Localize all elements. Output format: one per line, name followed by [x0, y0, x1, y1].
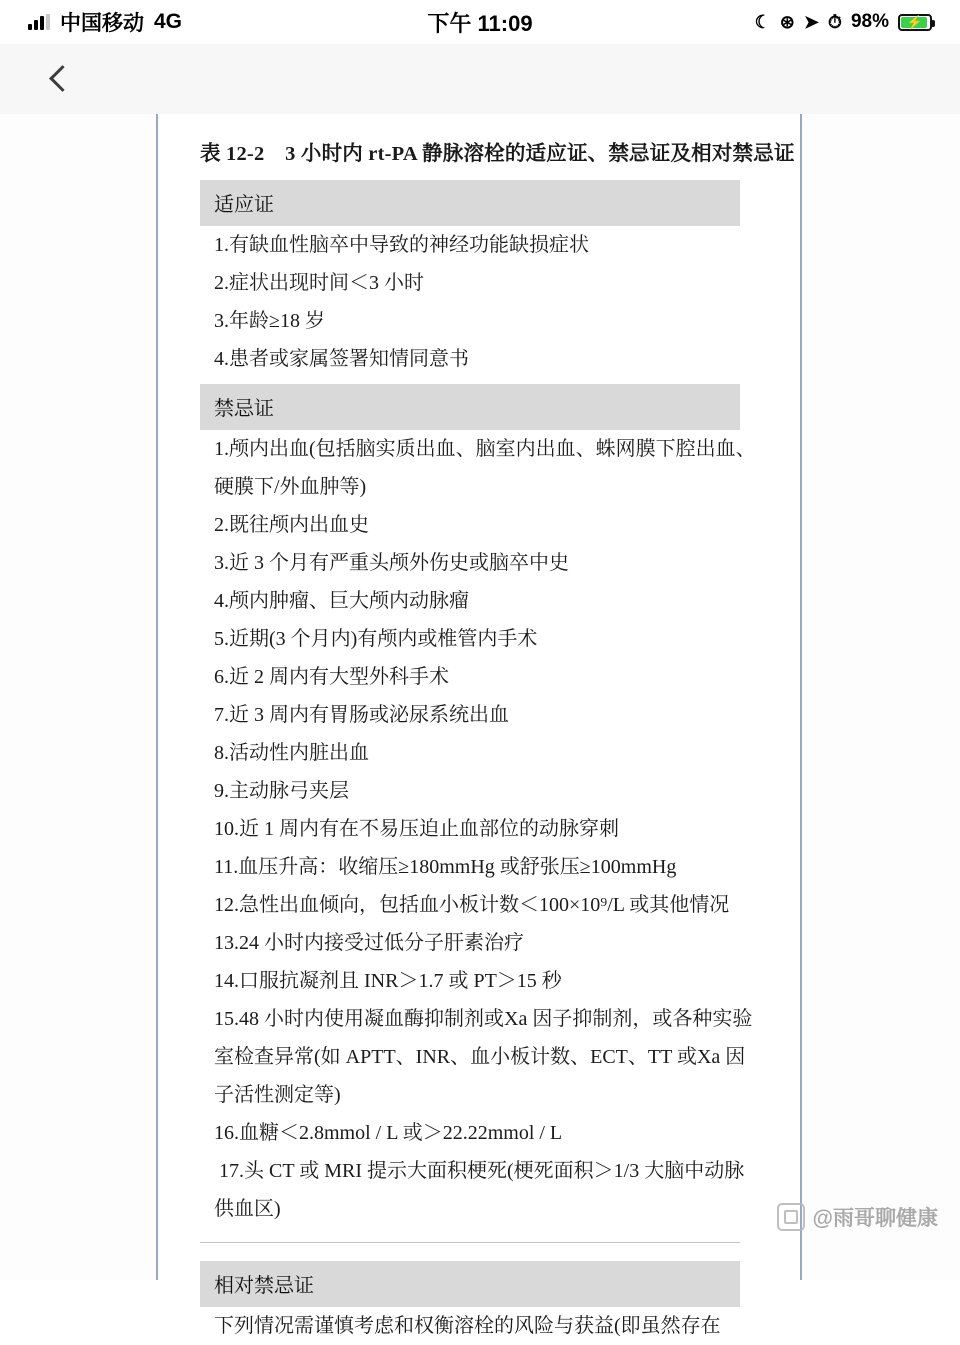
alarm-clock-icon: ⏱: [827, 12, 842, 32]
list-item: 9.主动脉弓夹层: [214, 780, 349, 802]
list-item: 13.24 小时内接受过低分子肝素治疗: [214, 932, 524, 954]
list-item: 10.近 1 周内有在不易压迫止血部位的动脉穿刺: [214, 818, 619, 840]
watermark-text: @雨哥聊健康: [812, 1207, 938, 1230]
list-item: 8.活动性内脏出血: [214, 742, 369, 764]
location-arrow-icon: ➤: [803, 12, 819, 32]
list-item: 4.患者或家属签署知情同意书: [214, 348, 469, 370]
signal-bars-icon: [28, 14, 50, 30]
network-type-label: 4G: [154, 10, 183, 33]
status-bar-left: [28, 7, 182, 37]
do-not-disturb-icon: ⊛: [779, 12, 795, 32]
section-header-relative-contraindications: 相对禁忌证: [200, 1261, 740, 1307]
list-item: 2.既往颅内出血史: [214, 514, 369, 536]
list-item: 4.颅内肿瘤、巨大颅内动脉瘤: [214, 590, 469, 612]
watermark: [777, 1202, 938, 1232]
list-item: 14.口服抗凝剂且 INR＞1.7 或 PT＞15 秒: [214, 970, 562, 992]
list-item: 7.近 3 周内有胃肠或泌尿系统出血: [214, 704, 509, 726]
battery-percent-label: 98%: [850, 11, 889, 32]
section-header-indications: 适应证: [200, 180, 740, 226]
document-content: [200, 136, 795, 1345]
document-viewer[interactable]: [0, 114, 960, 1337]
watermark-logo-icon: [777, 1203, 805, 1231]
list-item: 11.血压升高：收缩压≥180mmHg 或舒张压≥100mmHg: [214, 856, 677, 878]
section-divider: [200, 1242, 740, 1243]
list-item: 5.近期(3 个月内)有颅内或椎管内手术: [214, 628, 538, 650]
list-item: 3.近 3 个月有严重头颅外伤史或脑卒中史: [214, 552, 569, 574]
page-left-edge: [156, 114, 158, 1280]
list-item: 16.血糖＜2.8mmol / L 或＞22.22mmol / L: [214, 1122, 563, 1144]
moon-icon: ☾: [754, 12, 771, 32]
page-right-edge: [800, 114, 802, 1280]
list-item: 1.颅内出血(包括脑实质出血、脑室内出血、蛛网膜下腔出血、硬膜下/外血肿等): [214, 438, 756, 498]
list-item: 12.急性出血倾向，包括血小板计数＜100×10⁹/L 或其他情况: [214, 894, 730, 916]
list-item: 2.症状出现时间＜3 小时: [214, 272, 424, 294]
list-item: 17.头 CT 或 MRI 提示大面积梗死(梗死面积＞1/3 大脑中动脉供血区): [214, 1160, 745, 1220]
status-bar-right: [755, 11, 932, 33]
status-bar: [0, 0, 960, 44]
navigation-bar: [0, 44, 960, 114]
back-chevron-icon[interactable]: [44, 64, 74, 94]
carrier-label: 中国移动: [60, 12, 144, 35]
list-item: 15.48 小时内使用凝血酶抑制剂或Xa 因子抑制剂，或各种实验室检查异常(如 APTT、INR、血小板计数、ECT、TT 或Xa 因子活性测定等): [214, 1008, 753, 1106]
list-item: 1.有缺血性脑卒中导致的神经功能缺损症状: [214, 234, 589, 256]
table-caption: 表 12-2 3 小时内 rt-PA 静脉溶栓的适应证、禁忌证及相对禁忌证: [200, 143, 795, 165]
battery-charging-icon: ⚡: [898, 14, 932, 31]
list-item: 3.年龄≥18 岁: [214, 310, 325, 332]
list-item: 下列情况需谨慎考虑和权衡溶栓的风险与获益(即虽然存在: [214, 1315, 721, 1337]
status-bar-clock: 下午 11:09: [427, 10, 533, 36]
section-header-contraindications: 禁忌证: [200, 384, 740, 430]
list-item: 6.近 2 周内有大型外科手术: [214, 666, 449, 688]
